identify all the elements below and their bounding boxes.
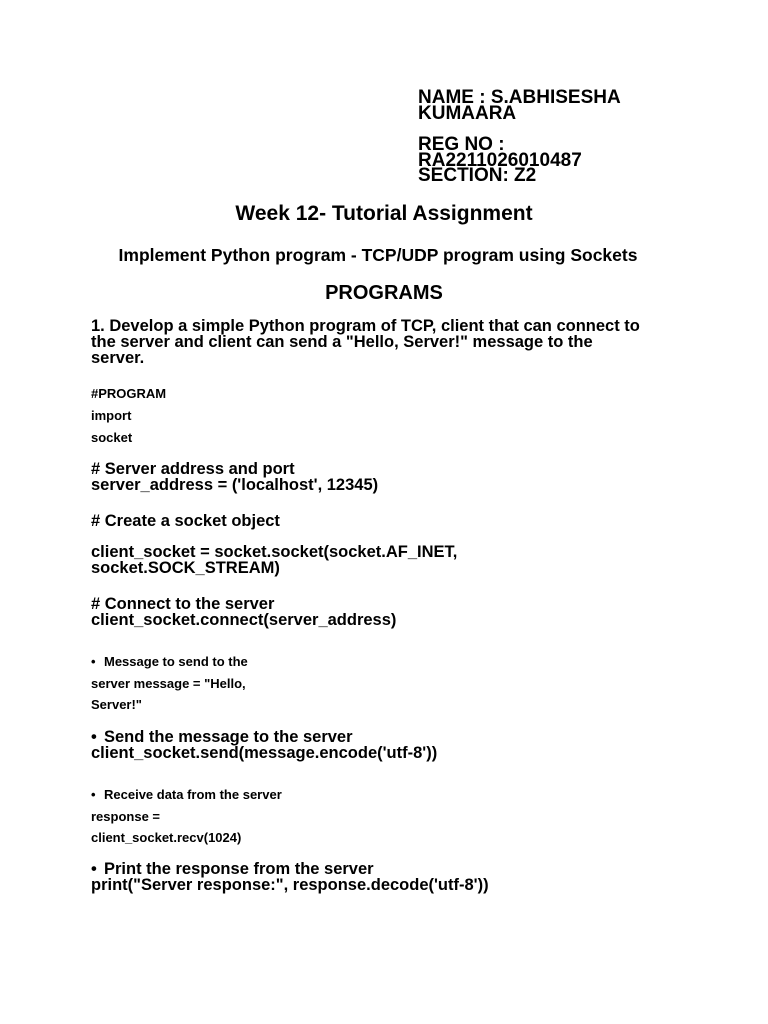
bullet-item-message bbox=[91, 654, 248, 669]
code-connect: client_socket.connect(server_address) bbox=[91, 611, 397, 629]
bullet-text: Receive data from the server bbox=[104, 787, 282, 802]
code-import: import bbox=[91, 408, 132, 423]
bullet-item-send bbox=[91, 729, 353, 745]
reg-no-value: RA2211026010487 bbox=[418, 150, 582, 171]
question-line-2: the server and client can send a "Hello, Server!" message to the bbox=[91, 333, 593, 351]
question-line-1: 1. Develop a simple Python program of TCP, client that can connect to bbox=[91, 317, 640, 335]
section-label: SECTION: Z2 bbox=[418, 165, 537, 186]
bullet-item-receive bbox=[91, 787, 282, 802]
code-comment-create-socket: # Create a socket object bbox=[91, 512, 280, 530]
bullet-text: Message to send to the bbox=[104, 654, 248, 669]
bullet-text: Print the response from the server bbox=[104, 860, 374, 878]
page-title: Week 12- Tutorial Assignment bbox=[235, 202, 533, 225]
code-send: client_socket.send(message.encode('utf-8')) bbox=[91, 744, 438, 762]
code-create-socket-line-2: socket.SOCK_STREAM) bbox=[91, 559, 280, 577]
code-print: print("Server response:", response.decode('utf-8')) bbox=[91, 876, 489, 894]
bullet-marker: • bbox=[91, 728, 97, 746]
code-comment-connect: # Connect to the server bbox=[91, 595, 275, 613]
bullet-marker: • bbox=[91, 654, 96, 669]
question-line-3: server. bbox=[91, 349, 145, 367]
code-create-socket-line-1: client_socket = socket.socket(socket.AF_INET, bbox=[91, 543, 458, 561]
programs-heading: PROGRAMS bbox=[325, 282, 443, 304]
bullet-marker: • bbox=[91, 787, 96, 802]
bullet-text: Send the message to the server bbox=[104, 728, 353, 746]
bullet-marker: • bbox=[91, 860, 97, 878]
program-tag: #PROGRAM bbox=[91, 386, 167, 401]
bullet-item-print bbox=[91, 861, 374, 877]
student-name: NAME : S.ABHISESHA bbox=[418, 87, 621, 108]
student-name-continued: KUMAARA bbox=[418, 103, 517, 124]
code-server-address: server_address = ('localhost', 12345) bbox=[91, 476, 379, 494]
code-comment-server-address: # Server address and port bbox=[91, 460, 295, 478]
code-response-line-1: response = bbox=[91, 809, 161, 824]
reg-no-label: REG NO : bbox=[418, 134, 505, 155]
code-message-line-1: server message = "Hello, bbox=[91, 676, 246, 691]
code-message-line-2: Server!" bbox=[91, 697, 142, 712]
page-subtitle: Implement Python program - TCP/UDP program using Sockets bbox=[118, 245, 638, 265]
code-import-module: socket bbox=[91, 430, 133, 445]
code-response-line-2: client_socket.recv(1024) bbox=[91, 830, 242, 845]
